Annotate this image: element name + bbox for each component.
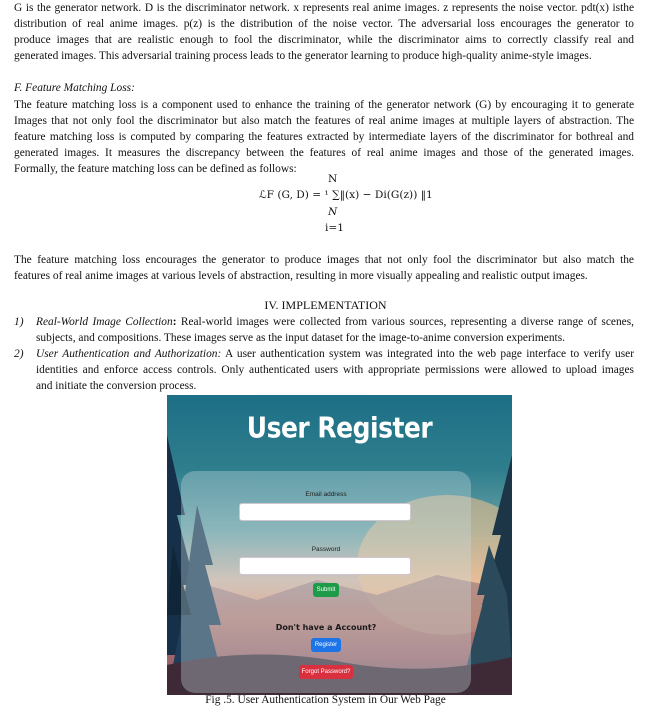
text-line: Formally, the feature matching loss can be defined as follows: — [14, 163, 297, 175]
item-colon: : — [172, 316, 177, 328]
item-title: Real-World Image Collection — [36, 316, 173, 328]
password-field[interactable] — [239, 557, 411, 575]
item-number: 1) — [14, 316, 24, 328]
text-line: feature matching loss is computed by comparing the features extracted by intermediate layers of the discriminator for bothreal and — [14, 131, 634, 143]
item-text: subjects, and compositions. These images serve as the input dataset for the image-to-anime conversion experiments. — [36, 332, 565, 344]
paragraph-feature-matching — [14, 97, 634, 177]
item-text: Real-world images were collected from various sources, representing a diverse range of scenes, — [176, 316, 634, 328]
formula-denominator: N — [328, 206, 338, 218]
formula-bottom: i=1 — [325, 222, 345, 234]
email-label: Email address — [305, 491, 347, 498]
item-text: identities and enforce access controls. Only authenticated users with appropriate permissions were allowed to upload images — [36, 364, 634, 376]
item-text: A user authentication system was integrated into the web page interface to verify user — [221, 348, 634, 360]
text-line: produce images that are realistic enough to fool the discriminator, while the discriminator aims to correctly classify real and — [14, 34, 634, 46]
text-line: G is the generator network. D is the discriminator network. x represents real anime images. z represents the noise vector. pdt(x) isthe — [14, 2, 634, 14]
subsection-heading: F. Feature Matching Loss: — [14, 82, 135, 94]
figure-caption: Fig .5. User Authentication System in Our Web Page — [205, 694, 446, 706]
text-line: The feature matching loss encourages the generator to produce images that not only fool the discriminator but also match the — [14, 254, 634, 266]
text-line: distribution of real anime images. p(z) is the distribution of the noise vector. The adversarial loss encourages the generator to — [14, 18, 634, 30]
item-number: 2) — [14, 348, 24, 360]
section-title: IV. IMPLEMENTATION — [264, 298, 387, 312]
password-label: Password — [311, 546, 341, 553]
text-line: generated images. It measures the discrepancy between the features of real anime images and those of the generated images. — [14, 147, 634, 159]
register-title: User Register — [246, 410, 433, 445]
email-field[interactable] — [239, 503, 411, 521]
item-text: and initiate the conversion process. — [36, 380, 197, 392]
no-account-text: Don't have a Account? — [275, 623, 377, 632]
text-line: Images that not only fool the discriminator but also match the features of real anime images at multiple layers of abstraction. The — [14, 115, 634, 127]
item-title: User Authentication and Authorization: — [36, 348, 222, 360]
text-line: generated images. This adversarial training process leads to the generator learning to produce high-quality anime-style images. — [14, 50, 592, 62]
text-line: The feature matching loss is a component used to enhance the training of the generator network (G) by encouraging it to generate — [14, 99, 634, 111]
forgot-password-button[interactable]: Forgot Password? — [299, 665, 353, 679]
text-line: features of real anime images at various levels of abstraction, resulting in more visually appealing and realistic output images. — [14, 270, 588, 282]
formula-top: N — [328, 173, 338, 185]
register-button[interactable]: Register — [311, 638, 341, 652]
list-item — [14, 346, 634, 394]
register-panel — [181, 471, 471, 693]
paragraph-adversarial — [14, 0, 634, 64]
submit-button[interactable]: Submit — [313, 583, 339, 597]
list-item — [14, 314, 634, 346]
formula-main: ℒF (G, D) = ¹ ∑‖(x) − Di(G(z)) ‖1 — [259, 189, 433, 201]
paragraph-conclusion — [14, 252, 634, 284]
register-screenshot-figure — [167, 395, 512, 695]
